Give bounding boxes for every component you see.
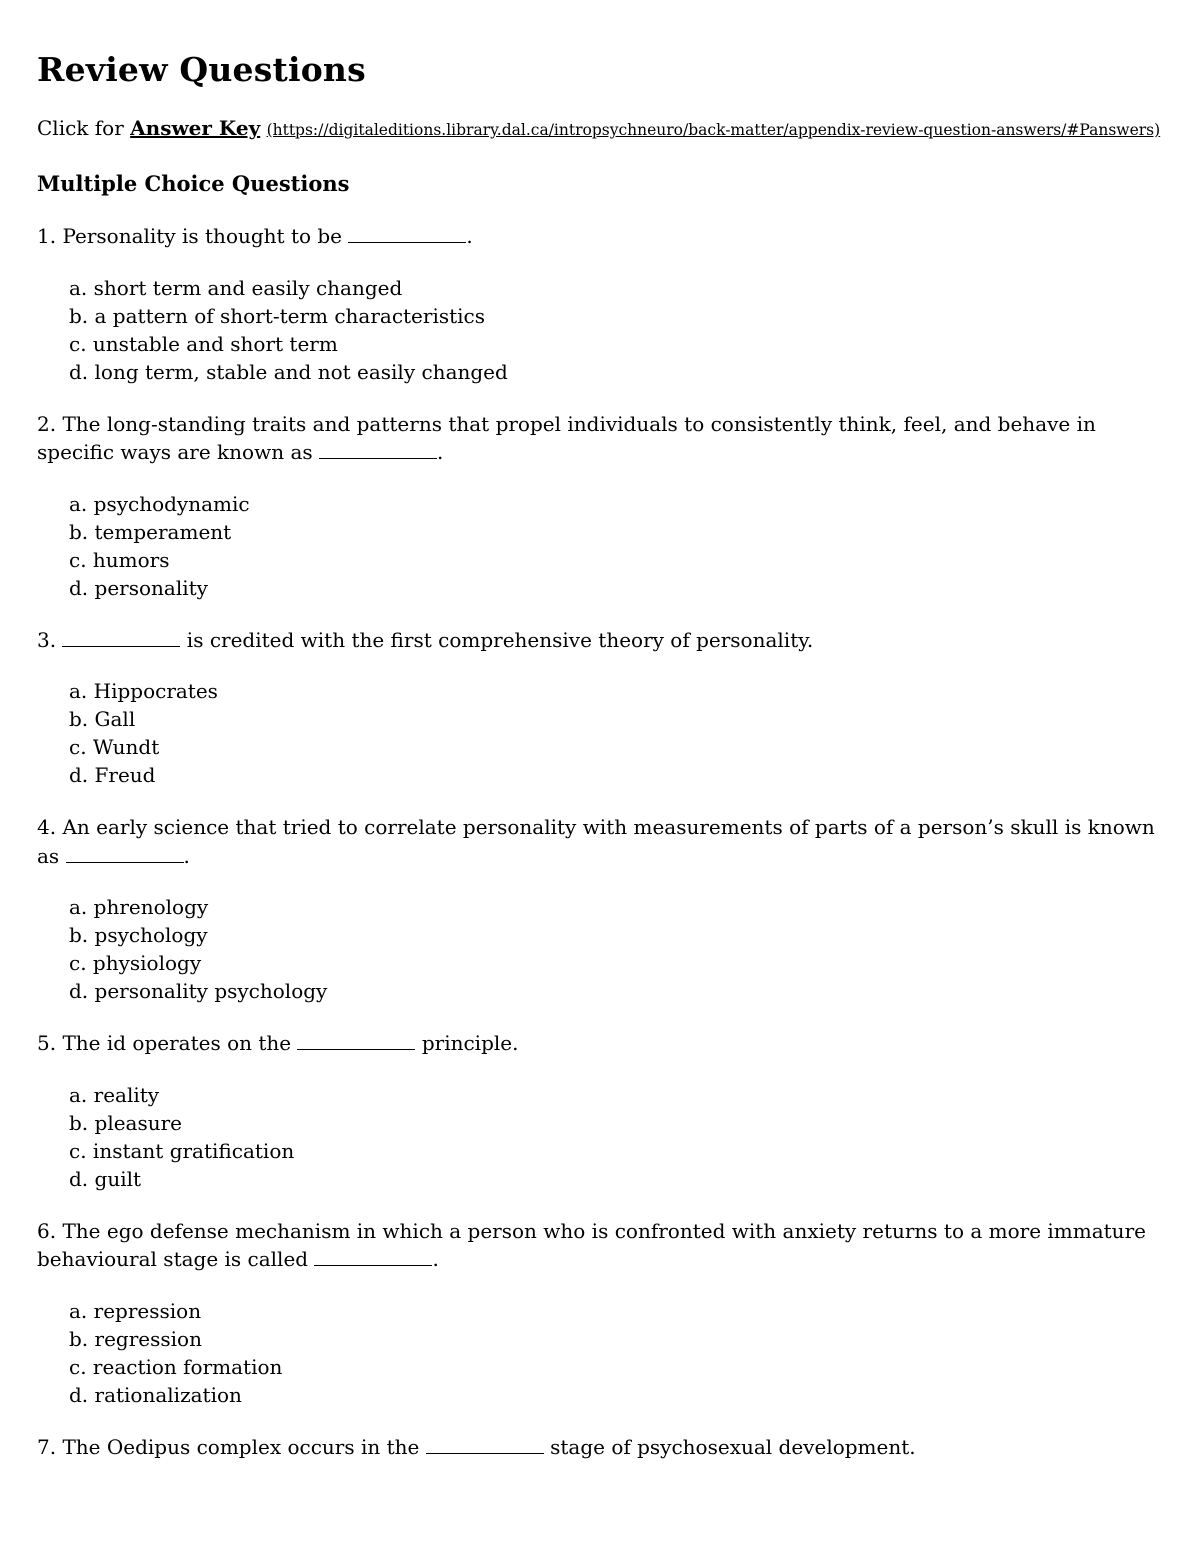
question-stem: [37, 1029, 1164, 1058]
answer-option: b. psychology: [69, 923, 208, 947]
question-stem: [37, 1433, 1164, 1462]
question-number: 3.: [37, 627, 57, 652]
answer-option: d. personality: [69, 575, 208, 600]
section-heading: Multiple Choice Questions: [37, 171, 350, 196]
answer-option: a. reality: [69, 1082, 160, 1107]
answer-option: d. rationalization: [69, 1382, 242, 1407]
answer-option: b. a pattern of short-term characteristics: [69, 303, 486, 328]
answer-key-prefix: Click for: [37, 116, 131, 140]
option-list: [37, 1081, 1164, 1193]
question-text-after: stage of psychosexual development.: [543, 1434, 916, 1459]
answer-option: a. short term and easily changed: [69, 275, 403, 300]
question-stem: [37, 410, 1164, 467]
question-text-after: .: [466, 224, 473, 248]
answer-blank: [297, 1031, 415, 1050]
answer-option: b. pleasure: [69, 1110, 183, 1135]
answer-option: b. Gall: [69, 707, 136, 731]
question-stem: [37, 1217, 1164, 1274]
question-2: [37, 410, 1164, 602]
answer-option: c. instant gratification: [69, 1138, 295, 1163]
answer-option: a. Hippocrates: [69, 679, 218, 703]
answer-option: c. humors: [69, 547, 170, 572]
answer-option: d. guilt: [69, 1166, 142, 1191]
option-list: [37, 1297, 1164, 1409]
question-5: [37, 1029, 1164, 1193]
answer-blank: [314, 1247, 432, 1266]
page-title: Review Questions: [37, 50, 366, 89]
question-text-after: principle.: [415, 1031, 519, 1055]
answer-option: b. temperament: [69, 519, 232, 544]
question-number: 1.: [37, 224, 57, 248]
question-3: [37, 626, 1164, 790]
answer-option: d. personality psychology: [69, 979, 328, 1003]
answer-option: d. Freud: [69, 763, 156, 787]
question-number: 7.: [37, 1434, 57, 1459]
answer-blank: [348, 224, 466, 243]
question-number: 2.: [37, 411, 57, 436]
question-stem: [37, 222, 1164, 251]
question-text-before: The long-standing traits and patterns that propel individuals to consistently think, feel, and behave in specific ways are known as: [37, 411, 1096, 464]
answer-option: a. phrenology: [69, 895, 209, 919]
option-list: [37, 893, 1164, 1005]
option-list: [37, 490, 1164, 602]
answer-option: b. regression: [69, 1326, 202, 1351]
answer-blank: [62, 628, 180, 647]
question-1: [37, 222, 1164, 386]
question-text-after: .: [436, 440, 444, 464]
question-number: 5.: [37, 1031, 57, 1055]
question-number: 6.: [37, 1218, 57, 1243]
question-stem: [37, 626, 1164, 655]
answer-key-url[interactable]: (https://digitaleditions.library.dal.ca/intropsychneuro/back-matter/appendix-review-question-answers/#Panswers): [266, 121, 1161, 139]
answer-option: c. physiology: [69, 951, 202, 975]
answer-blank: [66, 844, 184, 863]
answer-option: c. unstable and short term: [69, 331, 338, 356]
question-number: 4.: [37, 815, 57, 839]
question-text-before: The id operates on the: [62, 1031, 298, 1055]
option-list: [37, 677, 1164, 789]
question-6: [37, 1217, 1164, 1409]
answer-option: a. repression: [69, 1298, 202, 1323]
question-text-before: Personality is thought to be: [62, 224, 349, 248]
question-text-before: The ego defense mechanism in which a person who is confronted with anxiety returns to a more immature behavioural stage is called: [37, 1218, 1146, 1271]
question-text-after: is credited with the first comprehensive theory of personality.: [180, 627, 814, 652]
answer-option: c. reaction formation: [69, 1354, 283, 1379]
question-7: [37, 1433, 1164, 1462]
question-text-after: .: [432, 1247, 439, 1271]
answer-option: d. long term, stable and not easily changed: [69, 359, 508, 384]
answer-blank: [426, 1435, 544, 1454]
question-text-before: An early science that tried to correlate personality with measurements of parts of a person’s skull is known as: [37, 815, 1155, 868]
question-4: [37, 813, 1164, 1005]
question-text-after: .: [183, 843, 190, 868]
question-list: [37, 222, 1164, 1461]
answer-blank: [319, 440, 437, 459]
answer-key-link[interactable]: Answer Key: [130, 116, 261, 140]
option-list: [37, 274, 1164, 386]
question-stem: [37, 813, 1164, 870]
answer-option: c. Wundt: [69, 735, 160, 759]
answer-option: a. psychodynamic: [69, 491, 250, 516]
question-text-before: The Oedipus complex occurs in the: [62, 1434, 426, 1459]
answer-key-line: [37, 114, 1164, 144]
